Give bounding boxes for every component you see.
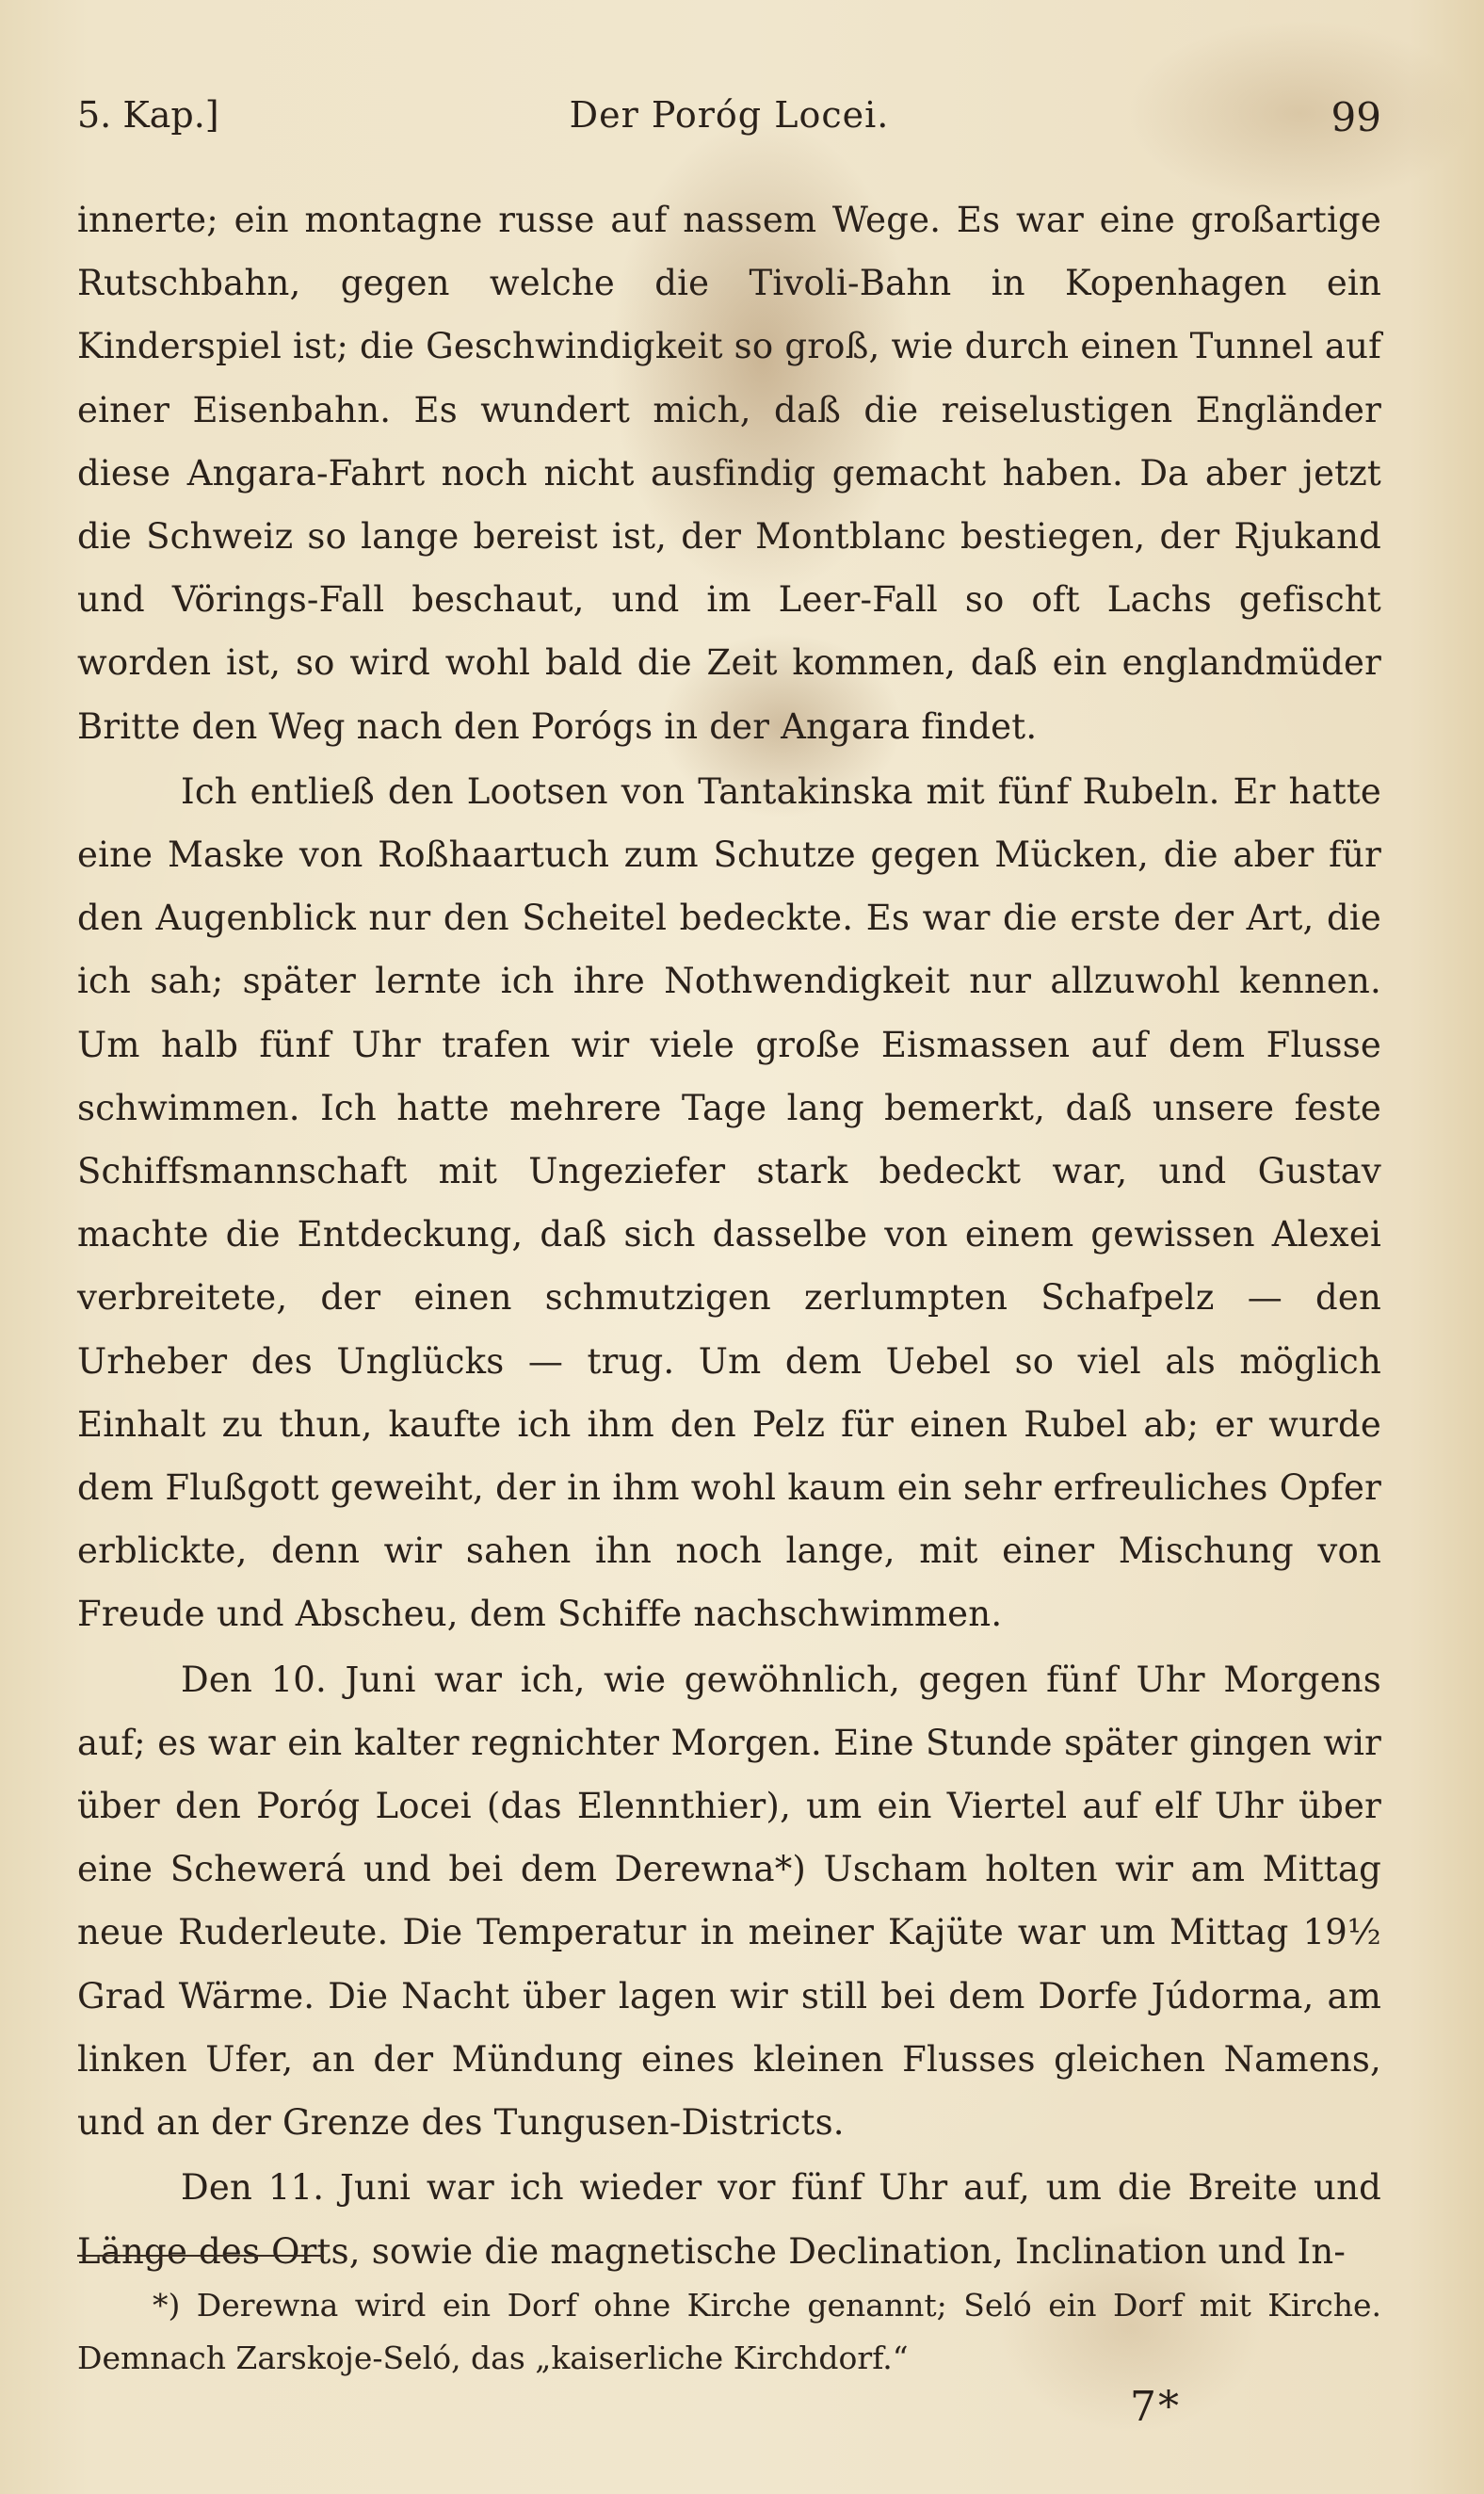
printer-signature: 7* xyxy=(1130,2383,1181,2431)
footnote-text: *) Derewna wird ein Dorf ohne Kirche genannt; Seló ein Dorf mit Kirche. Demnach Zarskoje-Seló, das „kaiserliche Kirchdorf.“ xyxy=(77,2287,1381,2376)
paragraph-4: Den 11. Juni war ich wieder vor fünf Uhr auf, um die Breite und Länge des Orts, sowie die magnetische Declination, Inclination und In- xyxy=(77,2167,1381,2272)
paragraph-1: innerte; ein montagne russe auf nassem Wege. Es war eine großartige Rutschbahn, gegen welche die Tivoli-Bahn in Kopenhagen ein Kinderspiel ist; die Geschwindigkeit so groß, wie durch einen Tunnel auf einer Eisenbahn. Es wundert mich, daß die reiselustigen Engländer diese Angara-Fahrt noch nicht ausfindig gemacht haben. Da aber jetzt die Schweiz so lange bereist ist, der Montblanc bestiegen, der Rjukand und Vörings-Fall beschaut, und im Leer-Fall so oft Lachs gefischt worden ist, so wird wohl bald die Zeit kommen, daß ein englandmüder Britte den Weg nach den Porógs in der Angara findet. xyxy=(77,200,1381,747)
paragraph-3: Den 10. Juni war ich, wie gewöhnlich, gegen fünf Uhr Morgens auf; es war ein kalter regnichter Morgen. Eine Stunde später gingen wir über den Poróg Locei (das Elennthier), um ein Viertel auf elf Uhr über eine Schewerá und bei dem Derewna*) Uscham holten wir am Mittag neue Ruderleute. Die Temperatur in meiner Kajüte war um Mittag 19½ Grad Wärme. Die Nacht über lagen wir still bei dem Dorfe Júdorma, am linken Ufer, an der Mündung eines kleinen Flusses gleichen Namens, und an der Grenze des Tungusen-Districts. xyxy=(77,1659,1381,2144)
running-title: Der Poróg Locei. xyxy=(569,94,890,136)
chapter-label: 5. Kap.] xyxy=(77,94,219,136)
paragraph-2: Ich entließ den Lootsen von Tantakinska mit fünf Rubeln. Er hatte eine Maske von Roßhaartuch zum Schutze gegen Mücken, die aber für den Augenblick nur den Scheitel bedeckte. Es war die erste der Art, die ich sah; später lernte ich ihre Nothwendigkeit nur allzuwohl kennen. Um halb fünf Uhr trafen wir viele große Eismassen auf dem Flusse schwimmen. Ich hatte mehrere Tage lang bemerkt, daß unsere feste Schiffsmannschaft mit Ungeziefer stark bedeckt war, und Gustav machte die Entdeckung, daß sich dasselbe von einem gewissen Alexei verbreitete, der einen schmutzigen zerlumpten Schafpelz — den Urheber des Unglücks — trug. Um dem Uebel so viel als möglich Einhalt zu thun, kaufte ich ihm den Pelz für einen Rubel ab; er wurde dem Flußgott geweiht, der in ihm wohl kaum ein sehr erfreuliches Opfer erblickte, denn wir sahen ihn noch lange, mit einer Mischung von Freude und Abscheu, dem Schiffe nachschwimmen. xyxy=(77,770,1381,1635)
footnote-divider xyxy=(77,2255,324,2257)
page-header xyxy=(77,94,1381,151)
page-number: 99 xyxy=(1331,94,1381,140)
footnote xyxy=(77,2279,1381,2385)
body-text xyxy=(77,188,1381,2283)
